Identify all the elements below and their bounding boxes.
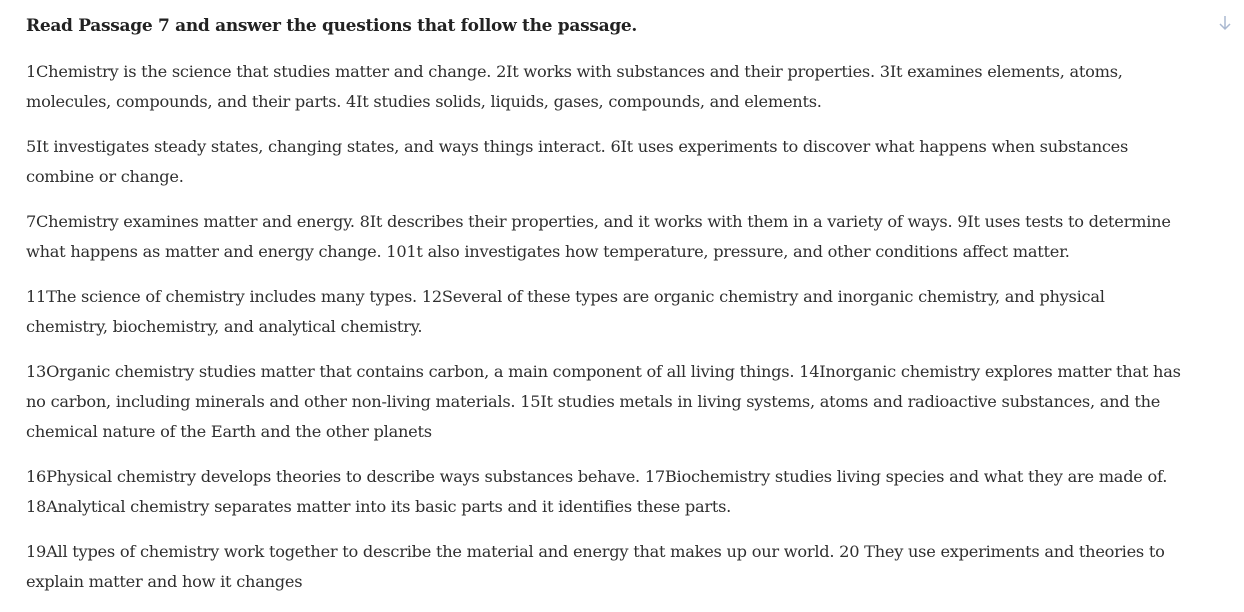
passage-paragraph	[26, 462, 1226, 522]
paragraph-line: 13Organic chemistry studies matter that contains carbon, a main component of all living things. 14Inorganic chemistry explores matter that has	[26, 362, 1181, 381]
paragraph-line: 7Chemistry examines matter and energy. 8It describes their properties, and it works with them in a variety of ways. 9It uses tests to determine	[26, 212, 1171, 231]
paragraph-line: 19All types of chemistry work together to describe the material and energy that makes up our world. 20 They use experiments and theories to	[26, 542, 1165, 561]
paragraph-line: chemistry, biochemistry, and analytical chemistry.	[26, 317, 423, 336]
paragraph-line: 5It investigates steady states, changing states, and ways things interact. 6It uses experiments to discover what happens when substances	[26, 137, 1129, 156]
paragraph-line: what happens as matter and energy change. 101t also investigates how temperature, pressure, and other conditions affect matter.	[26, 242, 1070, 261]
paragraph-line: molecules, compounds, and their parts. 4It studies solids, liquids, gases, compounds, and elements.	[26, 92, 822, 111]
paragraph-line: combine or change.	[26, 167, 184, 186]
paragraph-line: no carbon, including minerals and other non-living materials. 15It studies metals in living systems, atoms and radioactive substances, and the	[26, 392, 1161, 411]
passage-paragraph	[26, 207, 1226, 267]
paragraph-line: chemical nature of the Earth and the other planets	[26, 422, 432, 441]
paragraph-line: 1Chemistry is the science that studies matter and change. 2It works with substances and their properties. 3It examines elements, atoms,	[26, 62, 1123, 81]
passage-paragraph	[26, 357, 1226, 447]
paragraph-line: 11The science of chemistry includes many types. 12Several of these types are organic chemistry and inorganic chemistry, and physical	[26, 287, 1105, 306]
paragraph-line: 16Physical chemistry develops theories to describe ways substances behave. 17Biochemistry studies living species and what they are made of.	[26, 467, 1168, 486]
passage-body	[26, 57, 1226, 597]
passage	[26, 12, 1226, 612]
passage-paragraph	[26, 537, 1226, 597]
passage-paragraph	[26, 57, 1226, 117]
paragraph-line: 18Analytical chemistry separates matter into its basic parts and it identifies these parts.	[26, 497, 732, 516]
paragraph-line: explain matter and how it changes	[26, 572, 303, 591]
arrow-down-icon[interactable]	[1216, 14, 1234, 32]
passage-paragraph	[26, 132, 1226, 192]
passage-paragraph	[26, 282, 1226, 342]
passage-heading: Read Passage 7 and answer the questions that follow the passage.	[26, 16, 638, 36]
